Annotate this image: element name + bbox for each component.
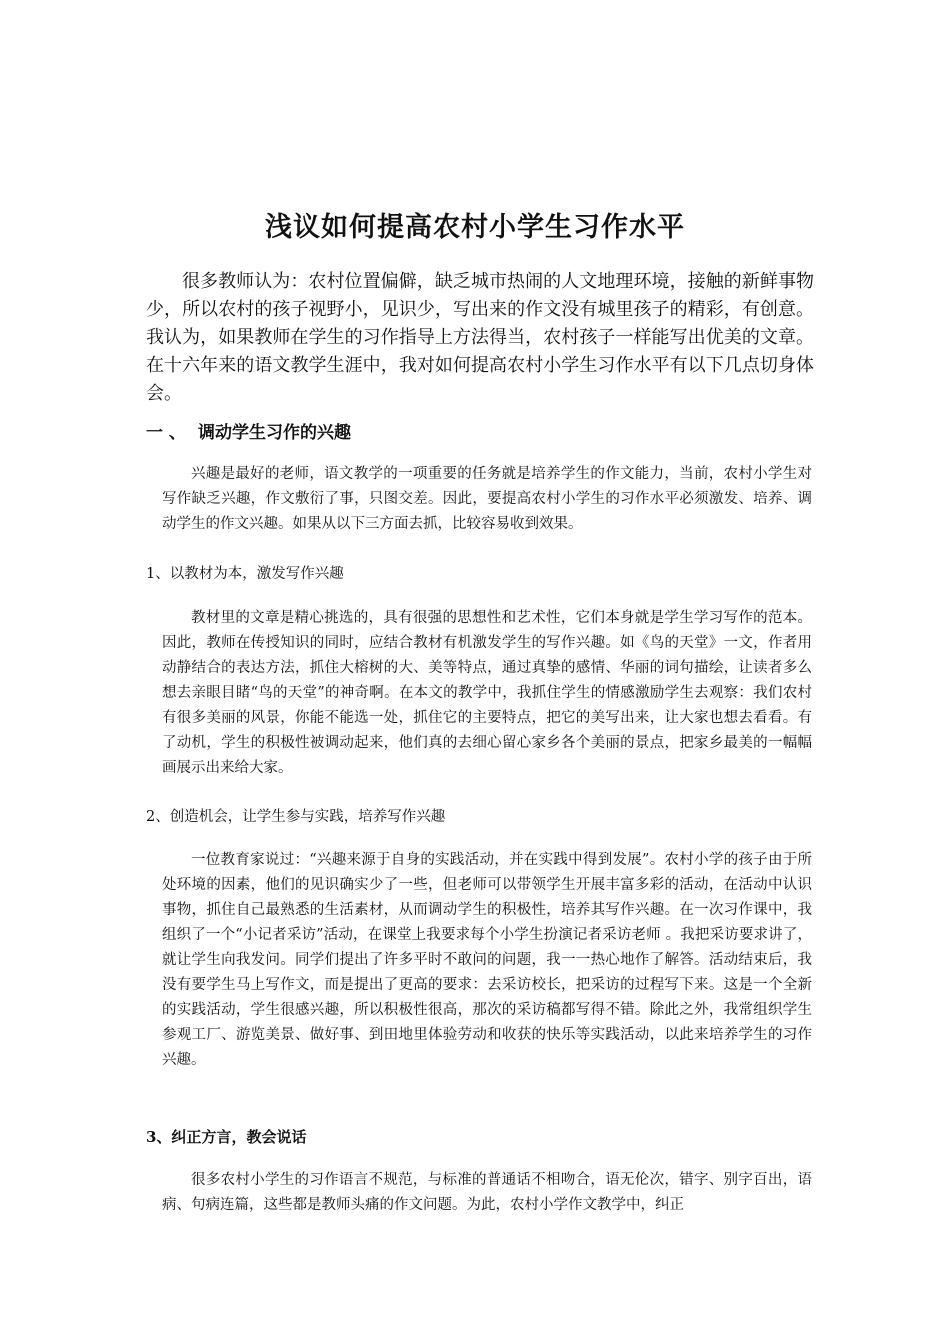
subsection-2-paragraph: 一位教育家说过：“兴趣来源于自身的实践活动，并在实践中得到发展”。农村小学的孩子由于所处环境的因素，他们的见识确实少了一些，但老师可以带领学生开展丰富多彩的活动，在活动中认识事物，抓住自己最熟悉的生活素材，从而调动学生的积极性，培养其写作兴趣。在一次习作课中，我组织了一个“小记者采访”活动，在课堂上我要求每个小学生扮演记者采访老师 。我把采访要求讲了，就让学生向我发问。同学们提出了许多平时不敢问的问题，我一一热心地作了解答。活动结束后，我没有要学生马上写作文，而是提出了更高的要求：去采访校长，把采访的过程写下来。这是一个全新的实践活动，学生很感兴趣，所以积极性很高，那次的采访稿都写得不错。除此之外，我常组织学生参观工厂、游览美景、做好事、到田地里体验劳动和收获的快乐等实践活动，以此来培养学生的习作兴趣。 <box>162 852 812 1068</box>
subsection-1-heading: 1、以教材为本，激发写作兴趣 <box>146 566 344 582</box>
document-title: 浅议如何提高农村小学生习作水平 <box>265 212 685 243</box>
subsection-2-heading: 2、创造机会，让学生参与实践，培养写作兴趣 <box>146 809 446 825</box>
section-1-number: 一 、 <box>146 423 186 443</box>
subsection-1-paragraph: 教材里的文章是精心挑选的，具有很强的思想性和艺术性，它们本身就是学生学习写作的范本。因此，教师在传授知识的同时，应结合教材有机激发学生的写作兴趣。如《鸟的天堂》一文，作者用动静结合的表达方法，抓住大榕树的大、美等特点，通过真挚的感情、华丽的词句描绘，让读者多么想去亲眼目睹“鸟的天堂”的神奇啊。在本文的教学中，我抓住学生的情感激励学生去观察：我们农村有很多美丽的风景，你能不能选一处，抓住它的主要特点，把它的美写出来，让大家也想去看看。有了动机，学生的积极性被调动起来，他们真的去细心留心家乡各个美丽的景点，把家乡最美的一幅幅画展示出来给大家。 <box>162 610 812 776</box>
subsection-3-paragraph: 很多农村小学生的习作语言不规范，与标准的普通话不相吻合，语无伦次，错字、别字百出，语病、句病连篇，这些都是教师头痛的作文问题。为此，农村小学作文教学中，纠正 <box>162 1172 812 1213</box>
subsection-3-heading: 3、纠正方言，教会说话 <box>146 1128 307 1146</box>
section-1-heading <box>146 418 351 443</box>
section-1-paragraph: 兴趣是最好的老师，语文教学的一项重要的任务就是培养学生的作文能力，当前，农村小学生对写作缺乏兴趣，作文敷衍了事，只图交差。因此，要提高农村小学生的习作水平必须激发、培养、调动学生的作文兴趣。如果从以下三方面去抓，比较容易收到效果。 <box>162 466 812 532</box>
intro-paragraph: 很多教师认为：农村位置偏僻，缺乏城市热闹的人文地理环境，接触的新鲜事物少，所以农村的孩子视野小，见识少，写出来的作文没有城里孩子的精彩，有创意。我认为，如果教师在学生的习作指导上方法得当，农村孩子一样能写出优美的文章。在十六年来的语文教学生涯中，我对如何提高农村小学生习作水平有以下几点切身体会。 <box>146 271 814 404</box>
section-1-title: 调动学生习作的兴趣 <box>198 423 351 443</box>
